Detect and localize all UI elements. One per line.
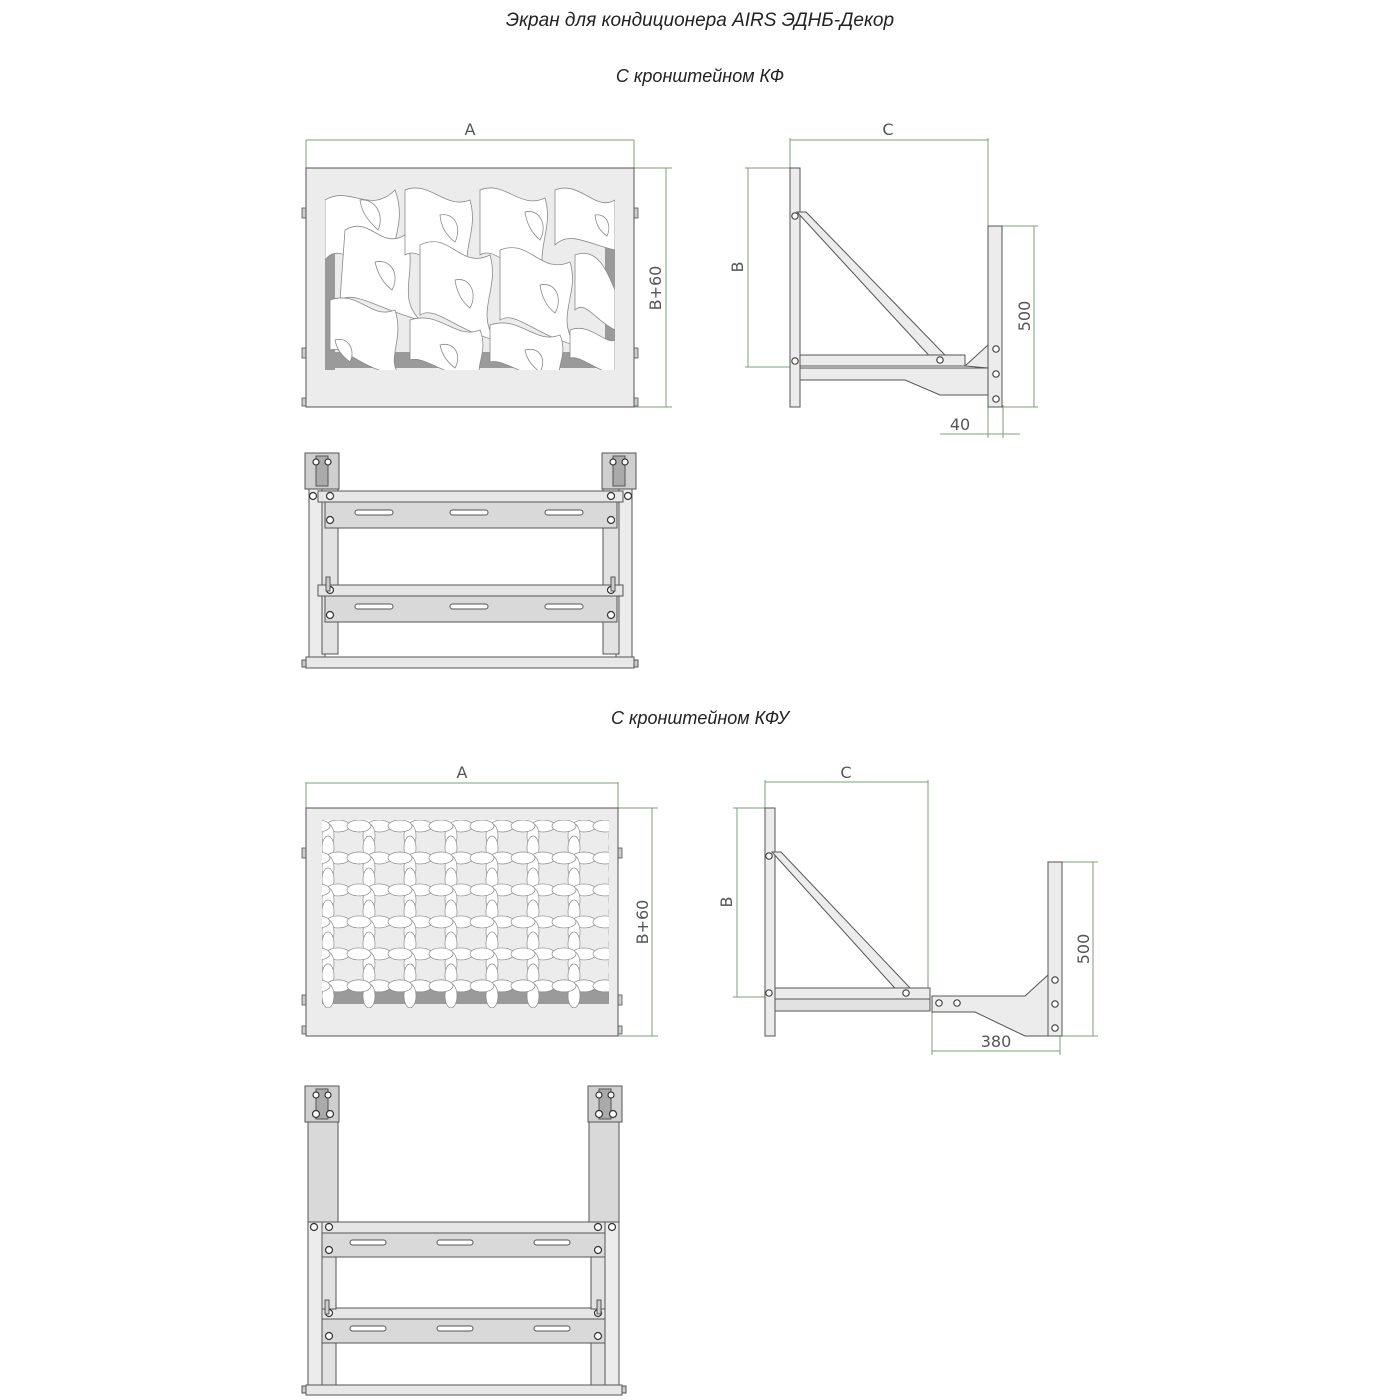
dimension-c-label: C: [840, 763, 852, 782]
front-view-kfu: [302, 763, 658, 1036]
dimension-b-label: B: [728, 261, 747, 273]
back-view-kf: [302, 453, 638, 668]
dimension-a-kf: [306, 120, 634, 168]
front-view-kf: [302, 120, 672, 407]
side-view-kf: [728, 120, 1038, 438]
dimension-c-kfu: [765, 763, 928, 1000]
dimension-500-label: 500: [1015, 300, 1034, 332]
dimension-b-kfu: [717, 808, 770, 997]
section-title-kf: С кронштейном КФ: [615, 66, 785, 86]
dimension-b60-kf: [634, 168, 672, 407]
dimension-a-kfu: [306, 763, 618, 808]
dimension-b60-label: B+60: [633, 899, 652, 945]
dimension-a-label: A: [456, 763, 468, 782]
section-title-kfu: С кронштейном КФУ: [610, 708, 790, 728]
dimension-500-kfu: [1062, 862, 1098, 1036]
side-view-kfu: [717, 763, 1098, 1055]
dimension-500-label: 500: [1074, 933, 1093, 965]
dimension-40-label: 40: [949, 415, 971, 434]
dimension-380-label: 380: [980, 1032, 1012, 1051]
dimension-c-label: C: [882, 120, 894, 139]
dimension-b60-kfu: [618, 808, 658, 1036]
dimension-c-kf: [790, 120, 988, 228]
main-title: Экран для кондиционера AIRS ЭДНБ-Декор: [505, 10, 895, 31]
dimension-40-kf: [940, 405, 1020, 438]
dimension-a-label: A: [464, 120, 476, 139]
back-view-kfu: [302, 1086, 626, 1395]
dimension-500-kf: [1002, 226, 1038, 407]
dimension-b-label: B: [717, 896, 736, 908]
dimension-b-kf: [728, 168, 795, 367]
dimension-b60-label: B+60: [646, 265, 665, 311]
flame-pattern: [325, 188, 615, 382]
